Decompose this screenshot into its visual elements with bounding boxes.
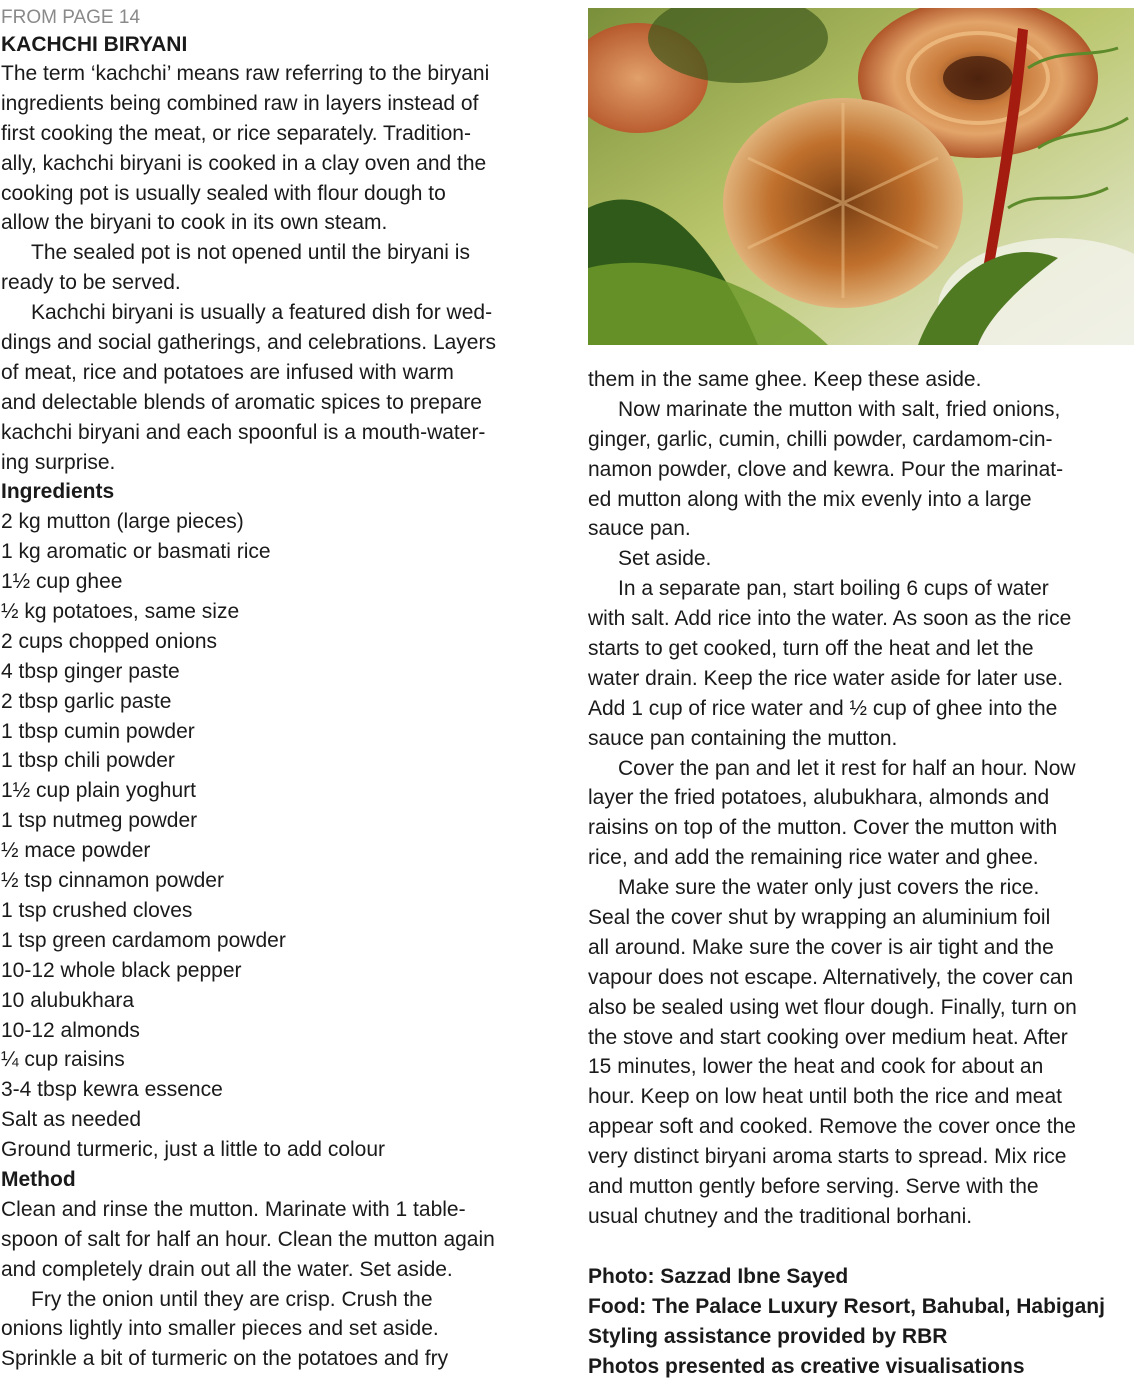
method-line: Add 1 cup of rice water and ½ cup of ghee into the — [588, 696, 1058, 720]
ingredient-item: 1 tsp nutmeg powder — [1, 809, 198, 833]
ingredient-item: 2 cups chopped onions — [1, 629, 217, 653]
ingredient-item: 1 tsp green cardamom powder — [1, 928, 286, 952]
method-line: layer the fried potatoes, alubukhara, almonds and — [588, 786, 1050, 810]
method-line: them in the same ghee. Keep these aside. — [588, 368, 982, 391]
method-line: 15 minutes, lower the heat and cook for about an — [588, 1055, 1044, 1079]
intro-line: kachchi biryani and each spoonful is a mouth-water- — [1, 420, 486, 444]
method-line: and completely drain out all the water. Set aside. — [1, 1257, 453, 1281]
intro-line: of meat, rice and potatoes are infused with warm — [1, 360, 454, 384]
method-line: with salt. Add rice into the water. As soon as the rice — [588, 607, 1072, 631]
method-line: vapour does not escape. Alternatively, the cover can — [588, 965, 1074, 989]
method-line: Sprinkle a bit of turmeric on the potatoes and fry — [1, 1347, 449, 1371]
photo-credits — [588, 1262, 1133, 1382]
ingredient-item: 10 alubukhara — [1, 988, 135, 1012]
method-line: Fry the onion until they are crisp. Crush the — [31, 1287, 433, 1311]
method-line: raisins on top of the mutton. Cover the mutton with — [588, 816, 1058, 840]
ingredient-item: Ground turmeric, just a little to add colour — [1, 1138, 386, 1162]
food-photo-illustration — [588, 8, 1134, 345]
intro-line: The sealed pot is not opened until the biryani is — [31, 241, 470, 265]
ingredient-item: 2 tbsp garlic paste — [1, 689, 172, 713]
intro-line: ing surprise. — [1, 450, 116, 474]
method-line: the stove and start cooking over medium heat. After — [588, 1025, 1068, 1049]
method-line: Set aside. — [618, 547, 712, 571]
intro-line: ready to be served. — [1, 271, 181, 295]
method-line: also be sealed using wet flour dough. Finally, turn on — [588, 995, 1077, 1019]
intro-line: ingredients being combined raw in layers instead of — [1, 91, 479, 115]
ingredients-heading: Ingredients — [1, 480, 115, 504]
method-line: namon powder, clove and kewra. Pour the marinat- — [588, 457, 1064, 481]
ingredient-item: 1 kg aromatic or basmati rice — [1, 540, 271, 564]
method-line: hour. Keep on low heat until both the rice and meat — [588, 1085, 1062, 1109]
food-photo — [588, 8, 1134, 345]
ingredient-item: 1 tsp crushed cloves — [1, 898, 193, 922]
method-line: onions lightly into smaller pieces and set aside. — [1, 1317, 439, 1341]
credit-line: Food: The Palace Luxury Resort, Bahubal, Habiganj — [588, 1294, 1105, 1318]
method-line: Cover the pan and let it rest for half an hour. Now — [618, 756, 1076, 780]
method-line: usual chutney and the traditional borhani. — [588, 1204, 973, 1228]
right-column — [588, 365, 1133, 1381]
method-line: In a separate pan, start boiling 6 cups of water — [618, 577, 1049, 601]
method-text-right — [588, 365, 1133, 1232]
method-line: appear soft and cooked. Remove the cover once the — [588, 1115, 1076, 1139]
intro-line: and delectable blends of aromatic spices to prepare — [1, 390, 482, 414]
left-column — [1, 0, 549, 1374]
intro-line: The term ‘kachchi’ means raw referring to the biryani — [1, 62, 490, 85]
method-line: very distinct biryani aroma starts to spread. Mix rice — [588, 1145, 1067, 1169]
intro-text — [1, 59, 549, 477]
method-line: Make sure the water only just covers the rice. — [618, 876, 1040, 900]
method-line: sauce pan containing the mutton. — [588, 726, 898, 750]
ingredient-item: 2 kg mutton (large pieces) — [1, 510, 244, 534]
ingredient-item: 1 tbsp chili powder — [1, 749, 175, 773]
article-title: KACHCHI BIRYANI — [1, 33, 188, 56]
method-heading: Method — [1, 1167, 76, 1191]
intro-line: first cooking the meat, or rice separately. Tradition- — [1, 121, 471, 145]
method-line: Now marinate the mutton with salt, fried onions, — [618, 397, 1061, 421]
credit-line: Styling assistance provided by RBR — [588, 1324, 948, 1348]
ingredient-item: Salt as needed — [1, 1108, 142, 1132]
ingredient-item: 1½ cup plain yoghurt — [1, 779, 196, 803]
ingredients-list — [1, 507, 549, 1165]
ingredient-item: 10-12 almonds — [1, 1018, 140, 1042]
intro-line: Kachchi biryani is usually a featured dish for wed- — [31, 301, 493, 325]
credit-line: Photo: Sazzad Ibne Sayed — [588, 1264, 849, 1288]
method-text-left — [1, 1195, 549, 1374]
method-line: Seal the cover shut by wrapping an aluminium foil — [588, 906, 1051, 930]
method-line: ginger, garlic, cumin, chilli powder, cardamom-cin- — [588, 427, 1053, 451]
method-line: Clean and rinse the mutton. Marinate with 1 table- — [1, 1197, 466, 1221]
spacer — [588, 1232, 1133, 1262]
intro-line: allow the biryani to cook in its own steam. — [1, 211, 388, 235]
intro-line: ally, kachchi biryani is cooked in a clay oven and the — [1, 151, 487, 175]
method-line: starts to get cooked, turn off the heat and let the — [588, 637, 1034, 661]
method-line: and mutton gently before serving. Serve with the — [588, 1175, 1039, 1199]
method-line: rice, and add the remaining rice water and ghee. — [588, 846, 1039, 870]
credit-line: Photos presented as creative visualisations — [588, 1354, 1025, 1378]
ingredient-item: ½ kg potatoes, same size — [1, 600, 240, 624]
method-line: spoon of salt for half an hour. Clean the mutton again — [1, 1227, 495, 1251]
method-line: ed mutton along with the mix evenly into a large — [588, 487, 1032, 511]
continued-from-label: FROM PAGE 14 — [1, 7, 141, 28]
ingredient-item: 10-12 whole black pepper — [1, 958, 242, 982]
method-line: sauce pan. — [588, 517, 691, 541]
ingredient-item: 4 tbsp ginger paste — [1, 659, 180, 683]
ingredient-item: 1½ cup ghee — [1, 570, 123, 594]
ingredient-item: ½ mace powder — [1, 839, 151, 863]
ingredient-item: 1 tbsp cumin powder — [1, 719, 195, 743]
intro-line: cooking pot is usually sealed with flour dough to — [1, 181, 446, 205]
method-line: all around. Make sure the cover is air tight and the — [588, 935, 1054, 959]
intro-line: dings and social gatherings, and celebrations. Layers — [1, 331, 496, 355]
ingredient-item: ½ tsp cinnamon powder — [1, 869, 224, 893]
method-line: water drain. Keep the rice water aside for later use. — [588, 666, 1064, 690]
ingredient-item: ¼ cup raisins — [1, 1048, 125, 1072]
ingredient-item: 3-4 tbsp kewra essence — [1, 1078, 223, 1102]
